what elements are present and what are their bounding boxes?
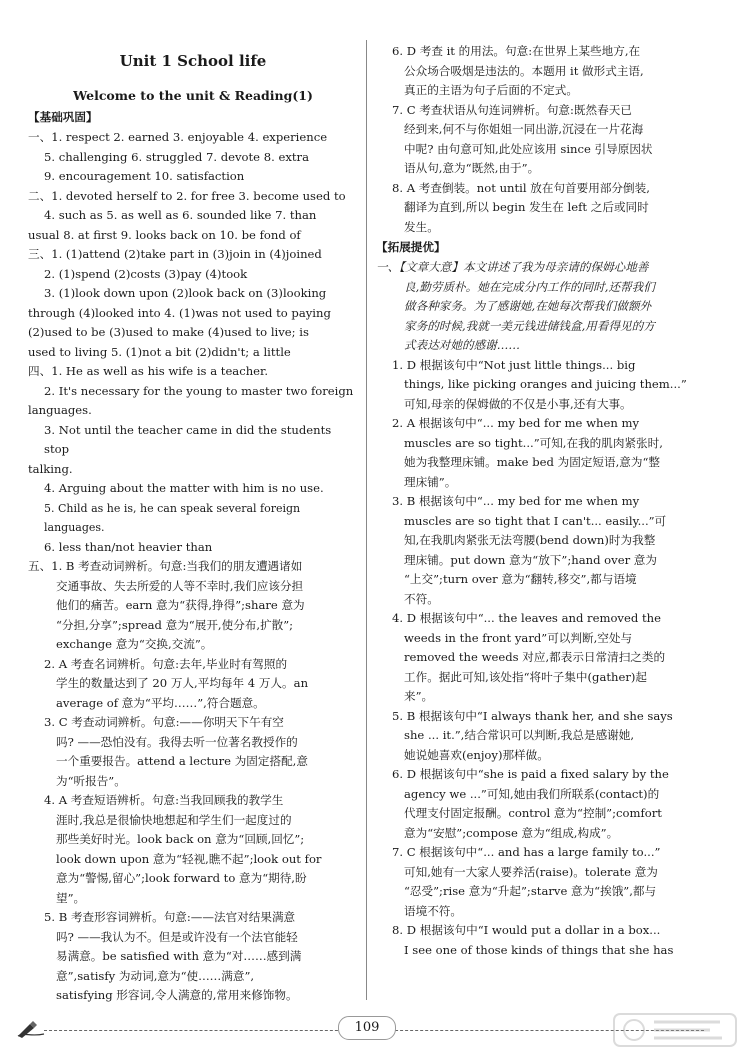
answer-line: used to living 5. (1)not a bit (2)didn't; a little [28, 344, 291, 359]
answer-line: 理床铺”。 [404, 474, 457, 489]
answer-line: look down upon 意为“轻视,瞧不起”;look out for [56, 851, 322, 866]
answer-line: 工作。据此可知,该处指“将叶子集中(gather)起 [404, 669, 648, 684]
pen-icon [16, 1020, 46, 1038]
answer-line: 5. B 根据该句中“I always thank her, and she says [392, 708, 673, 723]
answer-line: talking. [28, 461, 73, 476]
answer-line: weeds in the front yard”可以判断,空处与 [404, 630, 633, 645]
answer-line: 5. Child as he is, he can speak several foreign languages. [44, 501, 301, 534]
answer-line: 四、1. He as well as his wife is a teacher. [28, 364, 268, 378]
answer-line: 4. A 考查短语辨析。句意:当我回顾我的教学生 [44, 793, 284, 807]
answer-line: 知,在我肌肉紧张无法弯腰(bend down)时为我整 [404, 533, 656, 547]
answer-line: 一个重要报告。attend a lecture 为固定搭配,意 [56, 754, 308, 768]
answer-line: languages. [28, 403, 92, 417]
answer-line: 意”,satisfy 为动词,意为“使……满意”, [56, 968, 255, 983]
answer-line: 学生的数量达到了 20 万人,平均每年 4 万人。an [56, 676, 309, 690]
answer-line: 公众场合吸烟是违法的。本题用 it 做形式主语, [404, 63, 644, 78]
answer-line: muscles are so tight that I can't... easily...”可 [404, 513, 667, 528]
answer-line: 6. less than/not heavier than [44, 539, 213, 554]
answer-line: 5. B 考查形容词辨析。句意:——法官对结果满意 [44, 910, 296, 924]
section-heading-basic: 【基础巩固】 [28, 110, 98, 124]
answer-line: through (4)looked into 4. (1)was not used to paying [28, 305, 331, 320]
answer-line: muscles are so tight...”可知,在我的肌肉紧张时, [404, 435, 663, 450]
answer-line: 意为“安慰”;compose 意为“组成,构成”。 [404, 825, 619, 840]
answer-line: 7. C 考查状语从句连词辨析。句意:既然春天已 [392, 102, 632, 117]
page-footer [0, 1004, 750, 1044]
answer-line: “忍受”;rise 意为“升起”;starve 意为“挨饿”,都与 [404, 884, 657, 898]
answer-line: 8. D 根据该句中“I would put a dollar in a box... [392, 923, 661, 937]
answer-line: 不符。 [404, 591, 439, 606]
answer-line: 涯时,我总是很愉快地想起和学生们一起度过的 [56, 812, 292, 827]
answer-line: 她为我整理床铺。make bed 为固定短语,意为“整 [404, 455, 660, 469]
answer-line: removed the weeds 对应,都表示日常清扫之类的 [404, 650, 666, 664]
answer-line: agency we ...”可知,她由我们所联系(contact)的 [404, 786, 660, 801]
answer-line: 2. A 考查名词辨析。句意:去年,毕业时有驾照的 [44, 656, 288, 671]
answer-line: 经到来,何不与你姐姐一同出游,沉浸在一片花海 [404, 122, 644, 136]
answer-line: satisfying 形容词,令人满意的,常用来修饰物。 [56, 988, 298, 1002]
answer-line: 吗? ——恐怕没有。我得去听一位著名教授作的 [56, 734, 298, 749]
answer-line: 语境不符。 [404, 903, 462, 918]
answer-line: 4. Arguing about the matter with him is no use. [44, 481, 324, 495]
answer-line: 一、1. respect 2. earned 3. enjoyable 4. experience [28, 130, 328, 144]
answer-line: 4. D 根据该句中“... the leaves and removed the [392, 611, 661, 625]
answer-line: 8. A 考查倒装。not until 放在句首要用部分倒装, [392, 180, 650, 195]
answer-line: average of 意为“平均……”,符合题意。 [56, 695, 265, 710]
answer-line: 7. C 根据该句中“... and has a large family to...” [392, 845, 661, 859]
answer-line: 可知,她有一大家人要养活(raise)。tolerate 意为 [404, 864, 658, 879]
answer-line: 望”。 [56, 890, 86, 905]
answer-line: 代理支付固定报酬。control 意为“控制”;comfort [404, 806, 662, 820]
answer-line: 三、1. (1)attend (2)take part in (3)join in (4)joined [28, 247, 322, 261]
lesson-title: Welcome to the unit & Reading(1) [73, 88, 313, 103]
answer-line: 5. challenging 6. struggled 7. devote 8. extra [44, 149, 309, 164]
answer-line: 2. (1)spend (2)costs (3)pay (4)took [44, 266, 248, 281]
answer-line: 1. D 根据该句中“Not just little things... big [392, 357, 636, 372]
page-number: 109 [338, 1016, 396, 1040]
answer-line: 3. B 根据该句中“... my bed for me when my [392, 494, 640, 508]
answer-line: “上交”;turn over 意为“翻转,移交”,都与语境 [404, 572, 637, 586]
answer-line: 她说她喜欢(enjoy)那样做。 [404, 747, 549, 762]
answer-line: 他们的痛苦。earn 意为“获得,挣得”;share 意为 [56, 598, 305, 612]
unit-title: Unit 1 School life [119, 52, 267, 70]
answer-line: 6. D 考查 it 的用法。句意:在世界上某些地方,在 [392, 44, 641, 58]
answer-line: 2. A 根据该句中“... my bed for me when my [392, 416, 640, 430]
answer-line: (2)used to be (3)used to make (4)used to live; is [28, 325, 309, 339]
watermark-logo-icon [610, 1010, 740, 1050]
answer-line: 9. encouragement 10. satisfaction [44, 169, 245, 183]
answer-line: 意为“警惕,留心”;look forward to 意为“期待,盼 [56, 871, 307, 885]
right-column [376, 42, 694, 960]
answer-line: I see one of those kinds of things that she has [404, 942, 674, 957]
answer-line: 交通事故、失去所爱的人等不幸时,我们应该分担 [56, 578, 304, 593]
answer-line: 4. such as 5. as well as 6. sounded like 7. than [44, 208, 317, 222]
left-column [28, 52, 358, 1006]
summary-line: 做各种家务。为了感谢她,在她每次帮我们做额外 [404, 299, 652, 313]
summary-line: 一、【文章大意】本文讲述了我为母亲请的保姆心地善 [376, 260, 649, 274]
answer-line: 3. Not until the teacher came in did the students stop [44, 422, 332, 456]
answer-line: 吗? ——我认为不。但是或许没有一个法官能轻 [56, 929, 298, 944]
answer-line: 理床铺。put down 意为“放下”;hand over 意为 [404, 552, 657, 567]
answer-line: 中呢? 由句意可知,此处应该用 since 引导原因状 [404, 141, 653, 156]
answer-line: 翻译为直到,所以 begin 发生在 left 之后或同时 [404, 200, 649, 214]
answer-line: 为“听报告”。 [56, 773, 126, 788]
answer-line: 发生。 [404, 219, 439, 234]
answer-line: she ... it.”,结合常识可以判断,我总是感谢她, [404, 728, 635, 742]
answer-line: 那些美好时光。look back on 意为“回顾,回忆”; [56, 832, 305, 846]
summary-line: 家务的时候,我就一美元钱进储钱盒,用看得见的方 [404, 318, 655, 333]
column-divider [366, 40, 367, 1000]
answer-line: “分担,分享”;spread 意为“展开,使分布,扩散”; [56, 617, 294, 632]
answer-line: 易满意。be satisfied with 意为“对……感到满 [56, 949, 302, 963]
answer-line: exchange 意为“交换,交流”。 [56, 637, 213, 651]
answer-line: 2. It's necessary for the young to master two foreign [44, 383, 354, 398]
answer-line: 来”。 [404, 689, 434, 703]
answer-line: things, like picking oranges and juicing them...” [404, 377, 687, 391]
answer-line: 二、1. devoted herself to 2. for free 3. become used to [28, 188, 346, 203]
answer-line: 五、1. B 考查动词辨析。句意:当我们的朋友遭遇诸如 [28, 559, 303, 573]
answer-line: 6. D 根据该句中“she is paid a fixed salary by the [392, 767, 669, 781]
answer-line: 语从句,意为“既然,由于”。 [404, 161, 540, 175]
summary-line: 式表达对她的感谢…… [404, 338, 520, 352]
section-heading-extension: 【拓展提优】 [376, 240, 446, 254]
answer-line: 可知,母亲的保姆做的不仅是小事,还有大事。 [404, 396, 632, 411]
answer-line: usual 8. at first 9. looks back on 10. be fond of [28, 227, 301, 242]
answer-line: 真正的主语为句子后面的不定式。 [404, 83, 578, 97]
summary-line: 良,勤劳质朴。她在完成分内工作的同时,还帮我们 [404, 279, 655, 294]
answer-line: 3. C 考查动词辨析。句意:——你明天下午有空 [44, 715, 284, 729]
answer-line: 3. (1)look down upon (2)look back on (3)looking [44, 286, 327, 300]
